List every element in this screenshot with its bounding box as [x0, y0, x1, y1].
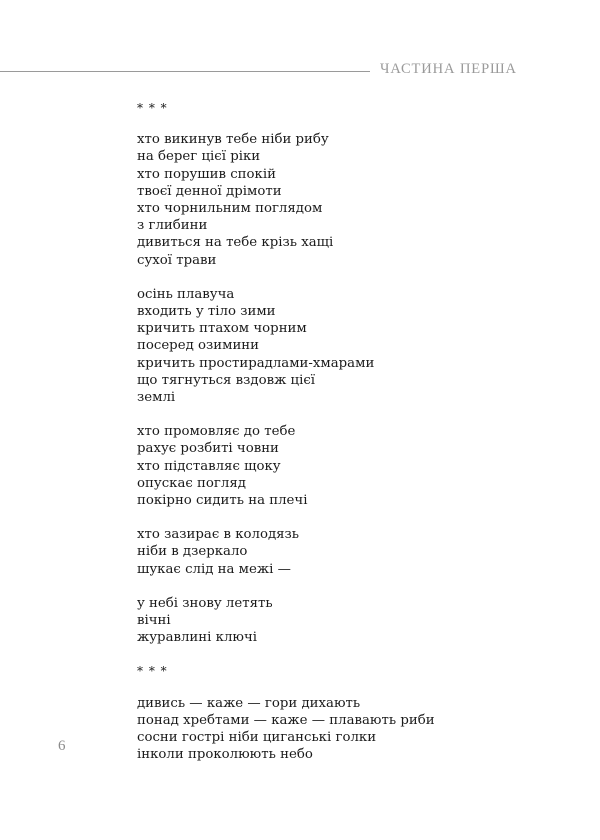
poem-line: дивись — каже — гори дихають — [137, 695, 361, 711]
poem-line: хто зазирає в колодязь — [137, 527, 300, 543]
section-title: ЧАСТИНА ПЕРША — [380, 61, 517, 77]
poem-line: сухої трави — [137, 252, 217, 268]
poem-line: інколи проколюють небо — [137, 747, 313, 763]
poem-line: хто викинув тебе ніби рибу — [137, 132, 329, 148]
poem-line: рахує розбиті човни — [137, 441, 279, 457]
poem-line: опускає погляд — [137, 475, 246, 491]
poem-line: хто чорнильним поглядом — [137, 201, 323, 217]
poem-line: понад хребтами — каже — плавають риби — [137, 712, 435, 728]
poem-line: твоєї денної дрімоти — [137, 183, 282, 199]
poem-line: хто промовляє до тебе — [137, 424, 296, 440]
page-number: 6 — [58, 738, 66, 754]
poem-line: вічні — [137, 613, 171, 629]
poem-line: хто порушив спокій — [137, 166, 276, 182]
poem-line: на берег цієї ріки — [137, 149, 261, 165]
poem-2-asterisms: * * * — [137, 664, 168, 679]
poem-1-stanza-5 — [137, 595, 557, 647]
poem-1-stanza-1 — [137, 131, 557, 269]
poem-line: у небі знову летять — [137, 595, 273, 611]
poem-1-asterisms: * * * — [137, 101, 168, 115]
poem-line: журавлині ключі — [137, 630, 258, 646]
poem-2-stanza-1 — [137, 695, 557, 764]
poem-line: кричить птахом чорним — [137, 321, 307, 337]
poem-line: землі — [137, 390, 176, 406]
poem-line: сосни гострі ніби циганські голки — [137, 730, 377, 746]
poem-line: входить у тіло зими — [137, 304, 276, 320]
poem-line: з глибини — [137, 218, 208, 234]
poem-1-stanza-2 — [137, 286, 557, 406]
header-rule — [0, 71, 370, 72]
poem-line: кричить простирадлами-хмарами — [137, 355, 375, 371]
poem-line: посеред озимини — [137, 338, 260, 354]
poem-line: шукає слід на межі — — [137, 561, 291, 577]
poem-1-stanza-4 — [137, 526, 557, 578]
poem-line: осінь плавуча — [137, 286, 235, 302]
poem-1-stanza-3 — [137, 423, 557, 509]
poem-line: ніби в дзеркало — [137, 544, 248, 560]
poem-line: дивиться на тебе крізь хащі — [137, 235, 334, 251]
poem-text — [137, 100, 557, 764]
poem-line: хто підставляє щоку — [137, 458, 281, 474]
poem-line: що тягнуться вздовж цієї — [137, 372, 316, 388]
poem-line: покірно сидить на плечі — [137, 493, 308, 509]
